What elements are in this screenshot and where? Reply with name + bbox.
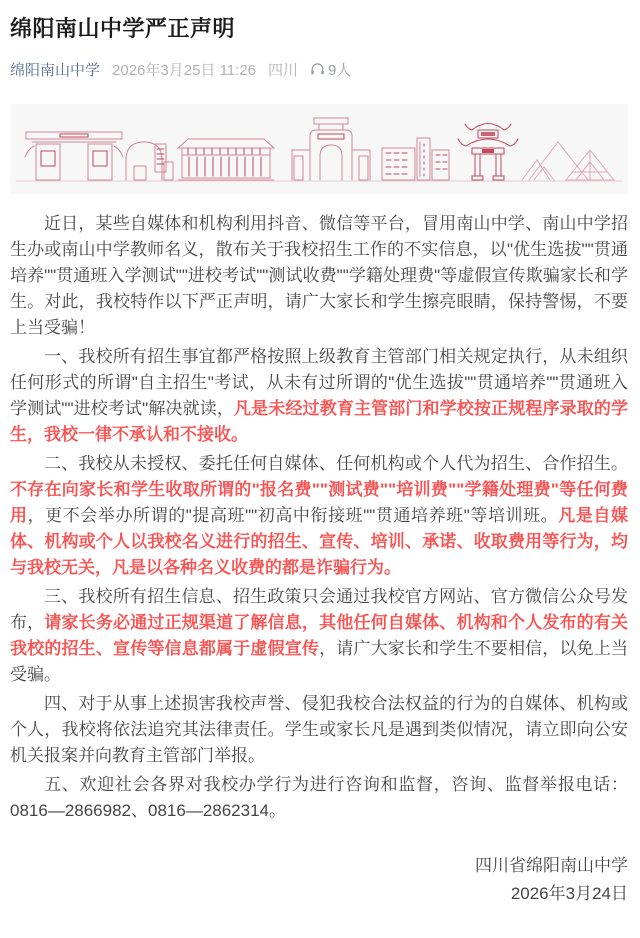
text-segment: 一、我校所有招生事宜都严格按照上级教育主管部门相关规定执行，从未组织任何形式的所谓"自主招生"考试，从未有过所谓的"优生选拔""贯通培养""贯通班入学测试""进校考试"解决就读， [10, 346, 628, 418]
listen-count[interactable] [310, 59, 351, 80]
dome-building [126, 142, 173, 180]
highlighted-text-segment: 请家长务必通过正规渠道了解信息，其他任何自媒体、机构和个人发布的有关我校的招生、宣传等信息都属于虚假宣传 [10, 612, 628, 658]
triangle-buildings [522, 142, 614, 180]
text-segment: 近日，某些自媒体和机构利用抖音、微信等平台，冒用南山中学、南山中学招生办或南山中学教师名义，散布关于我校招生工作的不实信息，以"优生选拔""贯通培养""贯通班入学测试""进校考试""测试收费""学籍处理费"等虚假宣传欺骗家长和学生。对此，我校特作以下严正声明，请广大家长和学生擦亮眼睛，保持警惕，不要上当受骗！ [10, 213, 628, 337]
text-segment: 五、欢迎社会各界对我校办学行为进行咨询和监督，咨询、监督举报电话：0816—2866982、0816—2862314。 [10, 774, 628, 820]
highlighted-text-segment: 凡是自媒体、机构或个人以我校名义进行的招生、宣传、培训、承诺、收取费用等行为，均与我校无关，凡是以各种名义收费的都是诈骗行为。 [10, 505, 628, 577]
text-segment: 四、对于从事上述损害我校声誉、侵犯我校合法权益的行为的自媒体、机构或个人，我校将依法追究其法律责任。学生或家长凡是遇到类似情况，请立即向公安机关报案并向教育主管部门举报。 [10, 693, 628, 765]
gate [25, 132, 123, 180]
page-title: 绵阳南山中学严正声明 [10, 16, 236, 41]
highlighted-text-segment: 不存在向家长和学生收取所谓的"报名费""测试费""培训费""学籍处理费"等任何费用 [10, 479, 628, 525]
article-body [10, 211, 628, 824]
signature-school: 四川省绵阳南山中学 [475, 855, 628, 875]
school-buildings-line-art-icon [10, 104, 628, 194]
account-name-link[interactable]: 绵阳南山中学 [10, 61, 101, 79]
paragraph [10, 451, 628, 581]
arch-gate [292, 118, 370, 180]
listen-count-label: 9人 [328, 61, 352, 79]
publish-datetime: 2026年3月25日 11:26 [112, 61, 257, 79]
chinese-pavilion [458, 123, 518, 180]
paragraph [10, 772, 628, 824]
text-segment: 三、我校所有招生信息、招生政策只会通过我校官方网站、官方微信公众号发布， [10, 586, 628, 632]
paragraph [10, 691, 628, 769]
modern-buildings [382, 138, 449, 180]
paragraph [10, 584, 628, 688]
publish-location: 四川 [268, 61, 299, 79]
text-segment: ，请广大家长和学生不要相信，以免上当受骗。 [10, 638, 629, 684]
paragraph [10, 344, 628, 448]
headphones-icon [310, 62, 325, 76]
signature-date: 2026年3月24日 [510, 883, 628, 903]
traditional-building [178, 139, 274, 180]
text-segment: 二、我校从未授权、委托任何自媒体、任何机构或个人代为招生、合作招生。 [44, 453, 628, 473]
signature-block [10, 852, 628, 908]
highlighted-text-segment: 凡是未经过教育主管部门和学校按正规程序录取的学生，我校一律不承认和不接收。 [10, 398, 629, 444]
text-segment: ，更不会举办所谓的"提高班""初高中衔接班""贯通培养班"等培训班。 [27, 505, 559, 525]
paragraph [10, 211, 628, 341]
article-meta [10, 59, 628, 80]
banner-illustration [10, 104, 628, 194]
